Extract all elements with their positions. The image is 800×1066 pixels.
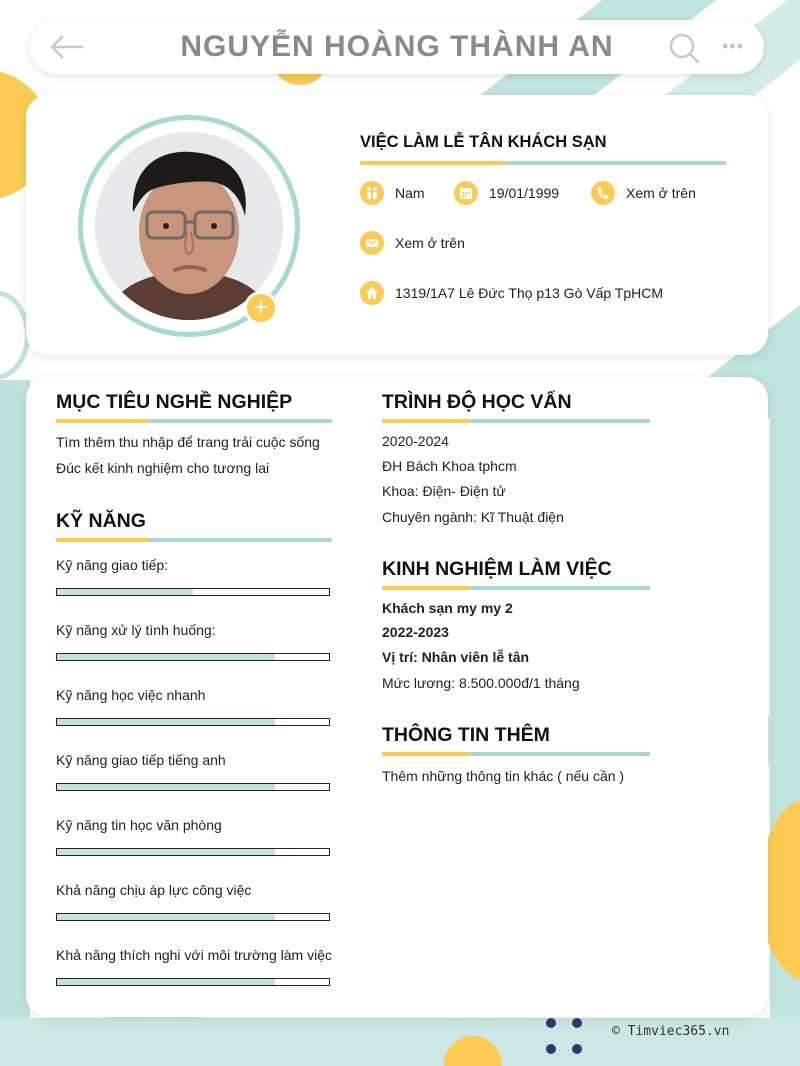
experience-salary: Mức lương: 8.500.000đ/1 tháng	[382, 675, 580, 691]
address-value: 1319/1A7 Lê Đức Thọ p13 Gò Vấp TpHCM	[395, 285, 664, 301]
top-bar	[30, 20, 764, 74]
more-dots-icon[interactable]: •••	[722, 36, 744, 56]
skill-level-fill	[57, 849, 275, 855]
candidate-name: NGUYỄN HOÀNG THÀNH AN	[180, 30, 614, 63]
skill-level-bar	[56, 913, 330, 921]
email-info	[360, 231, 465, 255]
skill-level-fill	[57, 784, 275, 790]
skill-label: Kỹ năng tin học văn phòng	[56, 817, 222, 833]
job-title: VIỆC LÀM LỄ TÂN KHÁCH SẠN	[360, 133, 607, 151]
education-line: ĐH Bách Khoa tphcm	[382, 458, 517, 474]
skill-level-bar	[56, 848, 330, 856]
objective-line: Đúc kết kinh nghiệm cho tương lai	[56, 460, 270, 476]
back-arrow-icon[interactable]	[48, 33, 84, 61]
skills-title: KỸ NĂNG	[56, 510, 146, 532]
experience-period: 2022-2023	[382, 624, 449, 640]
gender-icon	[360, 181, 384, 205]
skill-level-fill	[57, 589, 193, 595]
skill-label: Kỹ năng giao tiếp tiếng anh	[56, 752, 226, 768]
email-value: Xem ở trên	[395, 235, 465, 251]
education-rule	[382, 419, 650, 423]
gender-info	[360, 181, 425, 205]
skill-level-bar	[56, 978, 330, 986]
skill-label: Kỹ năng xử lý tình huống:	[56, 622, 216, 638]
phone-value: Xem ở trên	[626, 185, 696, 201]
skill-level-fill	[57, 914, 275, 920]
birthday-info	[454, 181, 559, 205]
experience-company: Khách sạn my my 2	[382, 600, 513, 616]
skill-label: Khả năng thích nghi với môi trường làm việc	[56, 947, 332, 963]
phone-info	[591, 181, 696, 205]
gender-value: Nam	[395, 185, 425, 201]
copyright: © Timviec365.vn	[612, 1024, 730, 1039]
skill-level-fill	[57, 654, 275, 660]
objective-title: MỤC TIÊU NGHỀ NGHIỆP	[56, 391, 293, 413]
home-icon	[360, 281, 384, 305]
mail-icon	[360, 231, 384, 255]
education-title: TRÌNH ĐỘ HỌC VẤN	[382, 391, 572, 413]
job-title-rule	[360, 161, 726, 165]
education-line: 2020-2024	[382, 433, 449, 449]
skill-level-bar	[56, 653, 330, 661]
profile-card	[26, 95, 768, 355]
search-icon[interactable]	[668, 32, 700, 64]
objective-rule	[56, 419, 332, 423]
skill-label: Khả năng chịu áp lực công việc	[56, 882, 252, 898]
objective-line: Tìm thêm thu nhập để trang trải cuộc sống	[56, 434, 320, 450]
skill-level-bar	[56, 588, 330, 596]
main-card	[26, 377, 768, 1017]
extra-rule	[382, 752, 650, 756]
experience-rule	[382, 586, 650, 590]
skill-level-fill	[57, 979, 275, 985]
skill-label: Kỹ năng giao tiếp:	[56, 557, 169, 573]
skills-rule	[56, 538, 332, 542]
education-line: Chuyên ngành: Kĩ Thuật điện	[382, 509, 564, 525]
experience-position: Vị trí: Nhân viên lễ tân	[382, 649, 530, 665]
skill-label: Kỹ năng học việc nhanh	[56, 687, 206, 703]
skill-level-fill	[57, 719, 275, 725]
extra-text: Thêm những thông tin khác ( nếu cần )	[382, 768, 625, 784]
calendar-icon	[454, 181, 478, 205]
address-info	[360, 281, 663, 305]
extra-title: THÔNG TIN THÊM	[382, 724, 550, 746]
plus-icon: +	[253, 292, 269, 322]
skill-level-bar	[56, 718, 330, 726]
birthday-value: 19/01/1999	[489, 185, 560, 201]
phone-icon	[591, 181, 615, 205]
education-line: Khoa: Điện- Điện tử	[382, 483, 506, 499]
add-photo-button[interactable]	[244, 291, 278, 325]
skill-level-bar	[56, 783, 330, 791]
experience-title: KINH NGHIỆM LÀM VIỆC	[382, 558, 612, 580]
